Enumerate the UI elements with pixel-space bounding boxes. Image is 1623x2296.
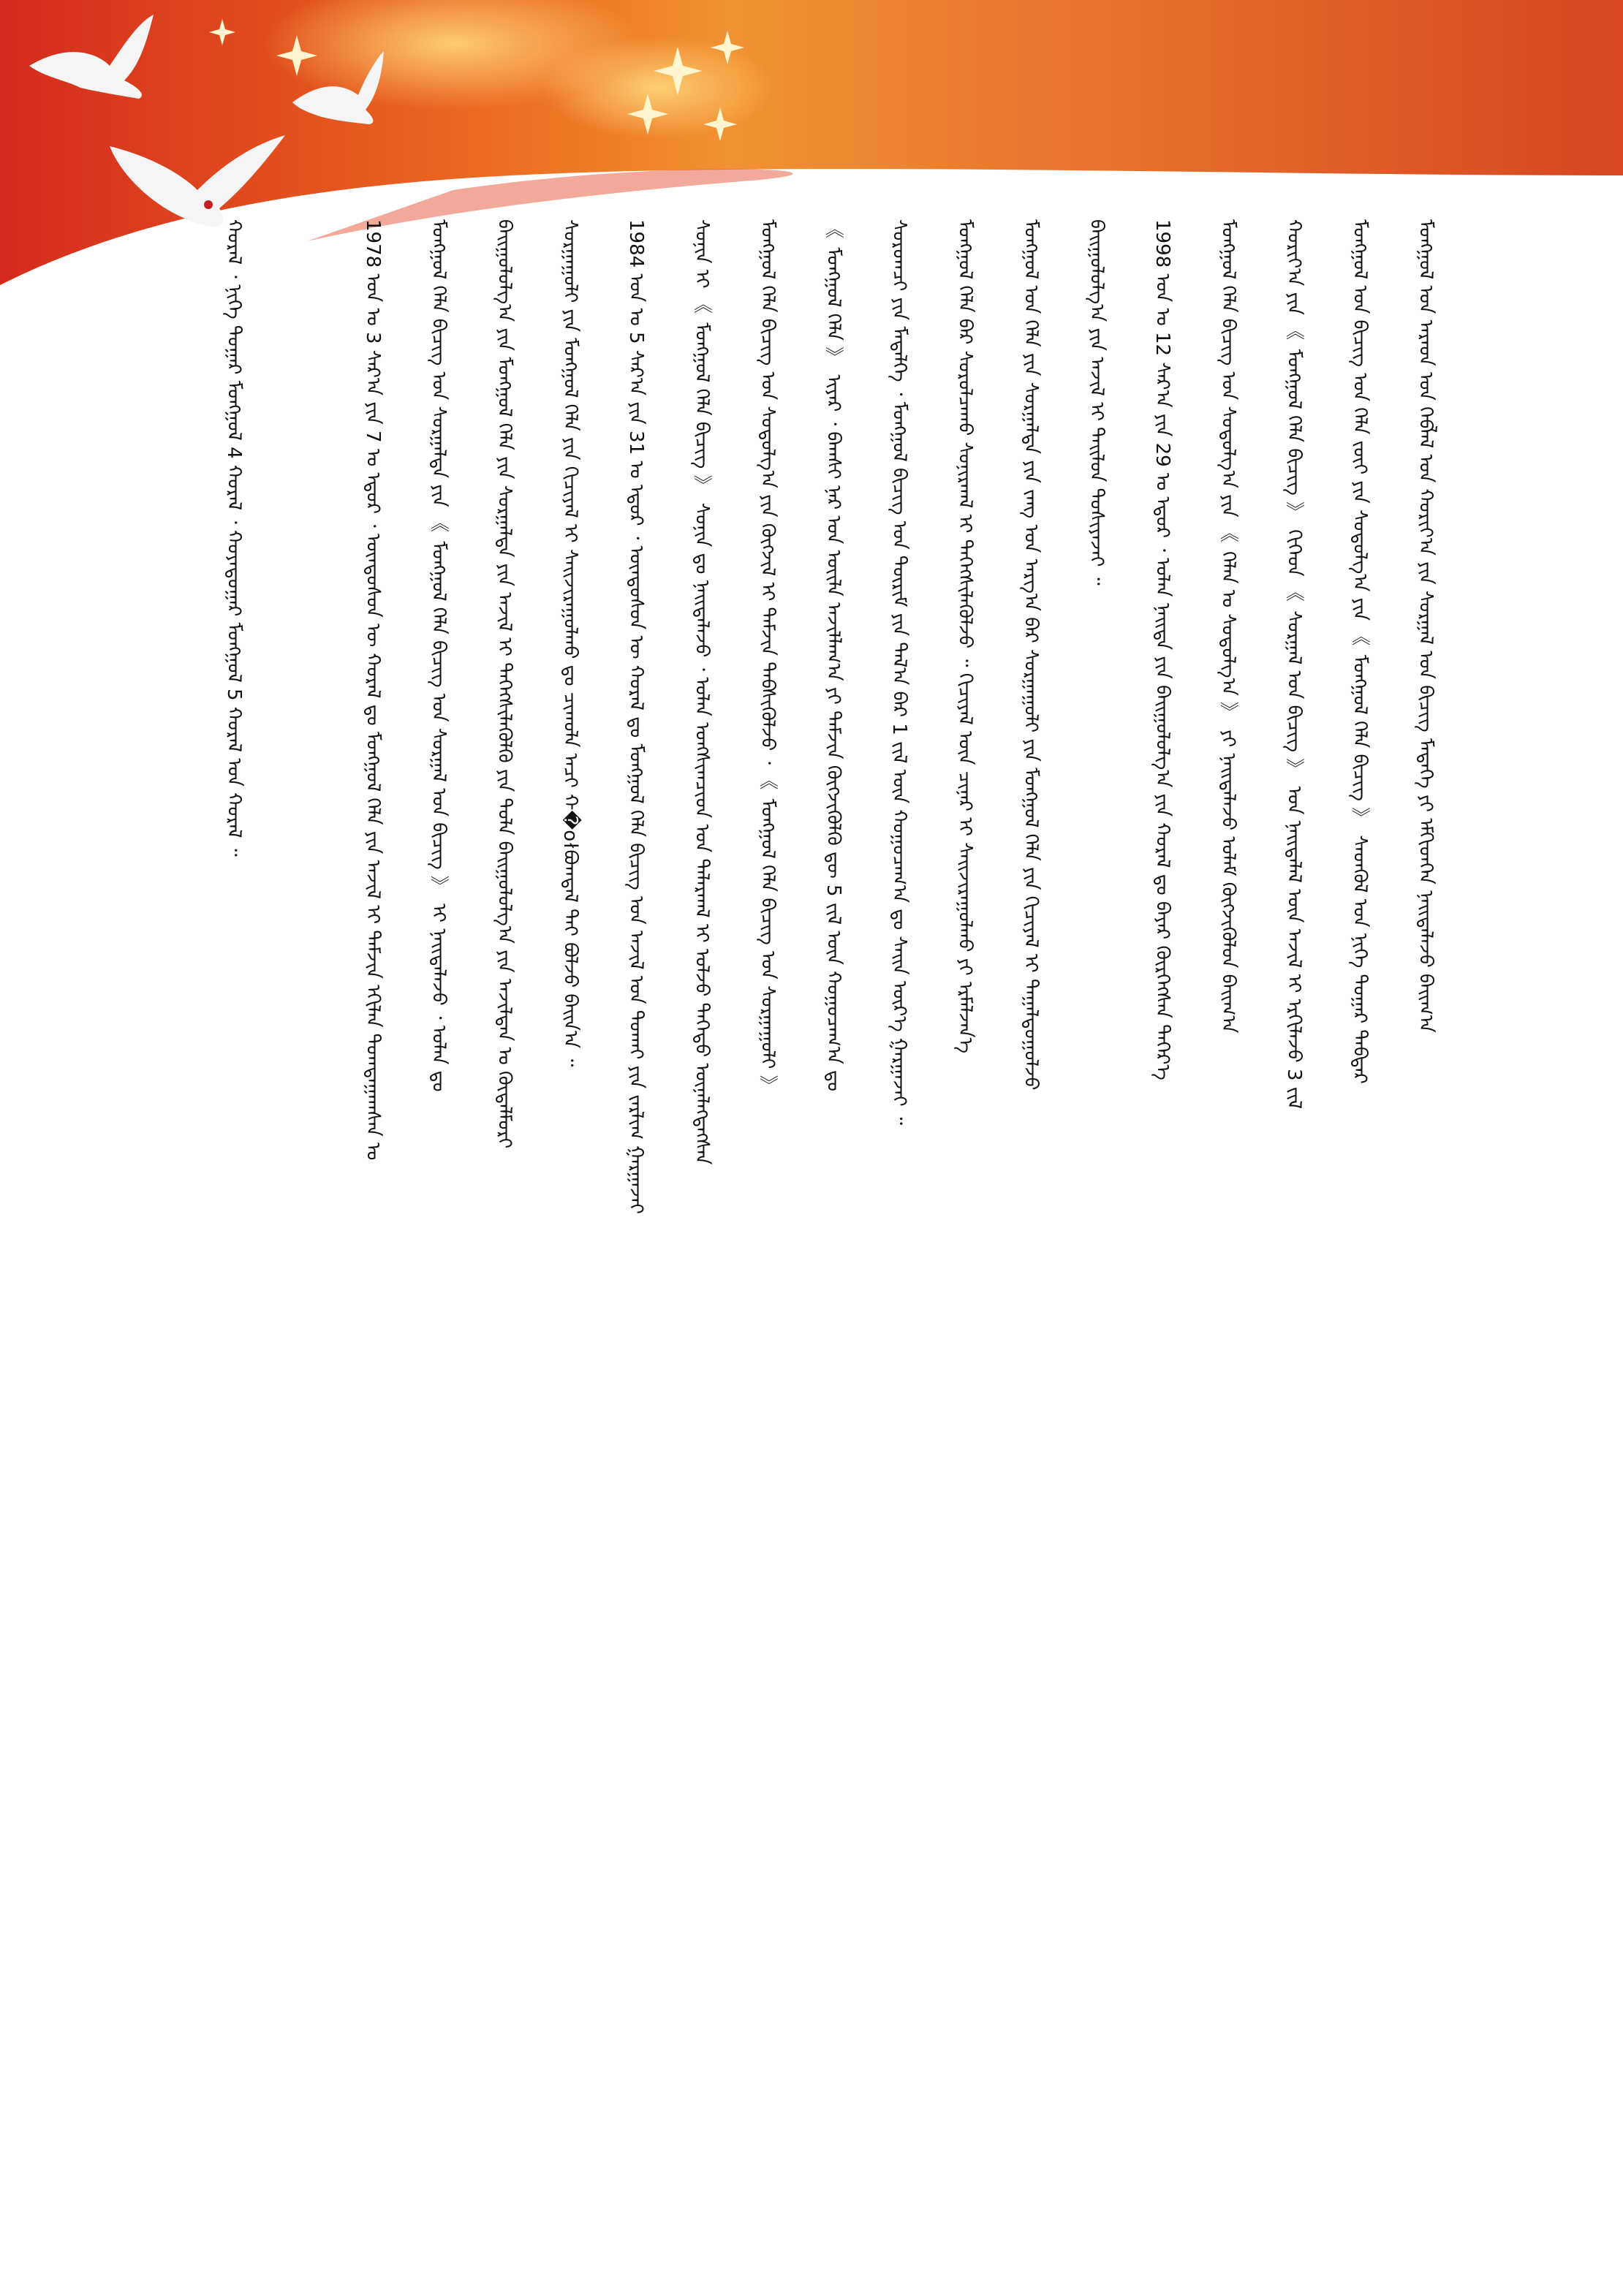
text-column: ᠮᠣᠩᠭᠣᠯ ᠬᠡᠯᠡ ᠪᠡᠷ ᠰᠤᠷᠤᠯᠴᠠᠬᠤ ᠰᠣᠨᠢᠷᠬᠠᠯ ᠢ ᠳᠡᠭᠡᠭᠰᠢᠯᠡᠭᠦᠯᠵᠦ ᠃ ᠬᠢᠴᠢᠶᠡᠯ ᠦᠨ ᠴᠢᠨᠠᠷ ᠢ ᠰᠠᠢᠵᠢᠷᠠᠭᠤᠯᠬᠤ ᠶᠢ ᠡᠷᠮᠡᠯᠵᠡᠨ᠎ᠡ (954, 219, 976, 1054)
text-column: ᠮᠣᠩᠭᠣᠯ ᠬᠡᠯᠡ ᠪᠢᠴᠢᠭ ᠤᠨ ᠰᠤᠷᠭᠠᠯᠲᠠ ᠶᠢᠨ 《 ᠮᠣᠩᠭᠣᠯ ᠬᠡᠯᠡ ᠪᠢᠴᠢᠭ ᠤᠨ ᠰᠤᠷᠭᠠᠯ ᠤᠨ ᠪᠢᠴᠢᠭ 》 ᠢ ᠨᠡᠢᠲᠡᠯᠡᠵᠦ ᠂ ᠣᠯᠠᠨ ᠳᠤ (428, 219, 450, 1092)
text-column: ᠰᠤᠷᠭᠠᠭᠤᠯᠢ ᠶᠢᠨ ᠮᠣᠩᠭᠣᠯ ᠬᠡᠯᠡ ᠶᠢᠨ ᠬᠢᠴᠢᠶᠡᠯ ᠢ ᠰᠠᠢᠵᠢᠷᠠᠭᠤᠯᠬᠤ ᠳᠤ ᠴᠢᠬᠤᠯᠠ ᠠᠴᠢ ᠬ�ołᠪᠣᠭᠳᠠᠯ ᠲᠠᠢ ᠪᠣᠯᠵᠤ ᠪᠠᠢᠨ᠎ᠠ ᠃ (559, 219, 581, 1067)
text-column: 1978 ᠣᠨ ᠤ 3 ᠰᠠᠷ᠎ᠠ ᠶᠢᠨ 7 ᠤ ᠡᠳᠦᠷ ᠂ ᠦᠨᠳᠦᠰᠦᠨ ᠦ ᠬᠤᠷᠠᠯ ᠳᠤ ᠮᠣᠩᠭᠣᠯ ᠬᠡᠯᠡ ᠶᠢᠨ ᠠᠵᠢᠯ ᠢ ᠳᠡᠮᠵᠢᠨ ᠡᠬᠢᠯᠡᠨ ᠲᠣᠭᠲᠠᠭᠠᠭᠰᠠᠨ ᠤ (362, 219, 384, 1161)
text-column: 1998 ᠣᠨ ᠤ 12 ᠰᠠᠷ᠎ᠠ ᠶᠢᠨ 29 ᠤ ᠡᠳᠦᠷ ᠂ ᠣᠯᠠᠨ ᠨᠡᠢᠲᠡ ᠶᠢᠨ ᠪᠠᠢᠭᠤᠯᠤᠯᠭ᠎ᠠ ᠶᠢᠨ ᠬᠤᠷᠠᠯ ᠳᠤ ᠪᠠᠶᠠᠷ ᠬᠦᠷᠭᠡᠭᠰᠡᠨ ᠳᠡᠭᠡᠷ᠎ᠡ (1151, 219, 1173, 1080)
text-column: ᠰᠤᠷᠤᠭᠴᠢ ᠶᠢᠨ ᠮᠡᠳᠡᠯᠭᠡ ᠂ ᠮᠣᠩᠭᠣᠯ ᠪᠢᠴᠢᠭ ᠤᠨ ᠳᠦᠷᠢᠮ ᠶᠢᠨ ᠲᠠᠯ᠎ᠠ ᠪᠠᠷ 1 ᠵᠢᠯ ᠦᠨ ᠬᠤᠭᠤᠴᠠᠭ᠎ᠠ ᠳᠤ ᠰᠠᠢᠨ ᠦᠷ᠎ᠡ ᠭᠠᠷᠭᠠᠵᠠᠢ ᠃ (888, 219, 910, 1125)
text-column: ᠮᠣᠩᠭᠣᠯ ᠤᠨ ᠠᠷᠠᠳ ᠤᠨ ᠬᠡᠪᠯᠡᠯ ᠤᠨ ᠬᠣᠷᠢᠶ᠎ᠠ ᠶᠢᠨ ᠰᠤᠷᠭᠠᠯ ᠤᠨ ᠪᠢᠴᠢᠭ ᠮᠡᠳᠡᠭᠡ ᠶᠢ ᠡᠮᠬᠢᠳᠭᠡᠨ ᠨᠡᠢᠲᠡᠯᠡᠵᠦ ᠪᠠᠢᠭ᠎ᠠ (1415, 219, 1437, 1033)
text-column: ᠪᠠᠢᠭᠤᠯᠤᠯᠭ᠎ᠠ ᠶᠢᠨ ᠠᠵᠢᠯ ᠢ ᠲᠠᠢᠯᠤᠨ ᠲᠤᠰᠢᠶᠠᠵᠠᠢ ᠃ (1086, 219, 1108, 586)
text-column: ᠮᠣᠩᠭᠣᠯ ᠬᠡᠯᠡ ᠪᠢᠴᠢᠭ ᠤᠨ ᠰᠤᠳᠤᠯᠭ᠎ᠠ ᠶᠢᠨ ᠬᠥᠭᠵᠢᠯ ᠢ ᠳᠡᠮᠵᠢᠨ ᠳᠡᠪᠰᠢᠭᠦᠯᠵᠦ ᠂ 《 ᠮᠣᠩᠭᠣᠯ ᠬᠡᠯᠡ ᠪᠢᠴᠢᠭ ᠤᠨ ᠰᠤᠷᠭᠠᠭᠤᠯᠢ 》 (757, 219, 779, 1096)
text-column: ᠰᠣᠨᠢᠨ ᠢ 《 ᠮᠣᠩᠭᠣᠯ ᠬᠡᠯᠡ ᠪᠢᠴᠢᠭ 》 ᠰᠣᠨᠢᠨ ᠳᠤ ᠨᠡᠢᠲᠡᠯᠡᠵᠦ ᠂ ᠣᠯᠠᠨ ᠤᠩᠰᠢᠭᠴᠢᠳ ᠤᠨ ᠲᠠᠯᠠᠷᠬᠠᠯ ᠢ ᠣᠯᠵᠤ ᠳᠡᠭᠡᠳᠦ ᠦᠨᠡᠯᠡᠭᠳᠡᠭᠰᠡᠨ (691, 219, 713, 1165)
vertical-text-body (205, 219, 1448, 2091)
text-column: ᠪᠠᠢᠭᠤᠯᠤᠯᠭ᠎ᠠ ᠶᠢᠨ ᠮᠣᠩᠭᠣᠯ ᠬᠡᠯᠡ ᠶᠢᠨ ᠰᠤᠷᠭᠠᠯᠲᠠ ᠶᠢᠨ ᠠᠵᠢᠯ ᠢ ᠳᠡᠭᠡᠭᠰᠢᠯᠡᠭᠦᠯᠬᠦ ᠶᠢᠨ ᠲᠤᠯᠠ ᠪᠠᠢᠭᠤᠯᠤᠯᠭ᠎ᠠ ᠶᠢᠨ ᠠᠵᠢᠯᠲᠠᠨ ᠤ ᠬᠥᠳᠡᠯᠮᠦᠷᠢ (493, 219, 515, 1149)
text-column: ᠬᠣᠷᠢᠶ᠎ᠠ ᠶᠢᠨ 《 ᠮᠣᠩᠭᠣᠯ ᠬᠡᠯᠡ ᠪᠢᠴᠢᠭ 》 ᠬᠢᠭᠡᠳ 《 ᠰᠤᠷᠭᠠᠯ ᠤᠨ ᠪᠢᠴᠢᠭ 》 ᠤᠨ ᠨᠡᠢᠲᠡᠯᠡᠯ ᠦᠨ ᠠᠵᠢᠯ ᠢ ᠡᠷᠬᠢᠯᠡᠵᠦ 3 ᠵᠢᠯ (1283, 219, 1305, 1110)
text-column: 《 ᠮᠣᠩᠭᠣᠯ ᠬᠡᠯᠡ 》 ᠢᠶᠡᠷ ᠂ ᠪᠠᠭᠰᠢ ᠨᠠᠷ ᠤᠨ ᠦᠢᠯᠡ ᠠᠵᠢᠯᠯᠠᠭ᠎ᠠ ᠶᠢ ᠳᠡᠮᠵᠢᠨ ᠬᠥᠭᠵᠢᠭᠦᠯᠬᠦ ᠳᠦ 5 ᠵᠢᠯ ᠦᠨ ᠬᠤᠭᠤᠴᠠᠭ᠎ᠠ ᠳᠤ (822, 219, 844, 1091)
text-column: 1984 ᠣᠨ ᠤ 5 ᠰᠠᠷ᠎ᠠ ᠶᠢᠨ 31 ᠤ ᠡᠳᠦᠷ ᠂ ᠦᠨᠳᠦᠰᠦᠨ ᠦ ᠬᠤᠷᠠᠯ ᠳᠤ ᠮᠣᠩᠭᠣᠯ ᠬᠡᠯᠡ ᠪᠢᠴᠢᠭ ᠤᠨ ᠠᠵᠢᠯ ᠤᠨ ᠲᠤᠬᠠᠢ ᠶᠢᠨ ᠵᠠᠷᠯᠢᠭ ᠭᠠᠷᠭᠠᠵᠠᠢ (625, 219, 647, 1214)
text-column: ᠮᠣᠩᠭᠣᠯ ᠬᠡᠯᠡ ᠪᠢᠴᠢᠭ ᠤᠨ ᠰᠤᠳᠤᠯᠭ᠎ᠠ ᠶᠢᠨ 《 ᠬᠡᠯᠡᠨ ᠤ ᠰᠤᠳᠤᠯᠭ᠎ᠠ 》 ᠶᠢ ᠨᠡᠢᠲᠡᠯᠡᠵᠦ ᠤᠯᠠᠮ ᠬᠥᠭᠵᠢᠭᠦᠯᠦᠨ ᠪᠠᠢᠭ᠎ᠠ (1217, 219, 1239, 1034)
text-column: ᠮᠣᠩᠭᠣᠯ ᠤᠨ ᠬᠡᠯᠡ ᠶᠢᠨ ᠰᠤᠷᠭᠠᠯᠲᠠ ᠶᠢᠨ ᠵᠠᠩ ᠤᠨ ᠠᠷᠭ᠎ᠠ ᠪᠠᠷ ᠰᠤᠷᠭᠠᠭᠤᠯᠢ ᠶᠢᠨ ᠮᠣᠩᠭᠣᠯ ᠬᠡᠯᠡ ᠶᠢᠨ ᠬᠢᠴᠢᠶᠡᠯ ᠢ ᠳᠠᠭᠠᠯᠳᠤᠭᠤᠯᠵᠤ (1020, 219, 1042, 1091)
text-column: ᠮᠣᠩᠭᠣᠯ ᠤᠨ ᠪᠢᠴᠢᠭ ᠤᠨ ᠬᠡᠯᠡ ᠵᠦᠢ ᠶᠢᠨ ᠰᠤᠳᠤᠯᠭ᠎ᠠ ᠶᠢᠨ 《 ᠮᠣᠩᠭᠣᠯ ᠬᠡᠯᠡ ᠪᠢᠴᠢᠭ 》 ᠰᠡᠳᠬᠦᠯ ᠤᠨ ᠨᠢᠭᠡ ᠳᠤᠭᠠᠷ ᠳᠡᠪᠲᠡᠷ (1349, 219, 1371, 1084)
text-column: ᠬᠤᠷᠠᠯ ᠂ ᠨᠢᠭᠡ ᠳᠤᠭᠠᠷ ᠮᠣᠩᠭᠣᠯ 4 ᠬᠤᠷᠠᠯ ᠂ ᠬᠣᠶᠠᠳᠤᠭᠠᠷ ᠮᠣᠩᠭᠣᠯ 5 ᠬᠤᠷᠠᠯ ᠤᠨ ᠬᠤᠷᠠᠯ ᠃ (223, 219, 245, 857)
